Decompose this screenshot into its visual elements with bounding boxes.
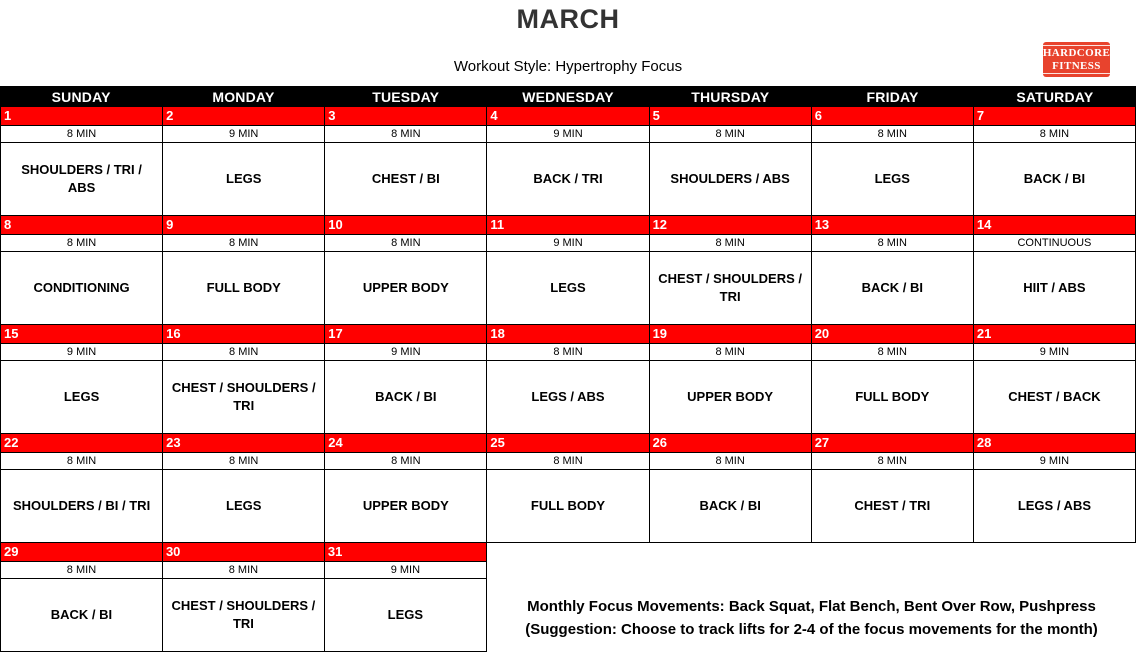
day-duration: 8 MIN [325, 453, 486, 470]
page-title: MARCH [516, 4, 620, 34]
calendar-header-row [0, 86, 1136, 107]
day-cell-13 [812, 216, 973, 324]
day-duration: 9 MIN [974, 344, 1135, 361]
day-header-tuesday: TUESDAY [372, 88, 440, 105]
day-number: 7 [974, 107, 1135, 126]
day-number: 31 [325, 543, 486, 562]
day-header-wednesday: WEDNESDAY [522, 88, 614, 105]
day-workout: BACK / BI [974, 143, 1135, 215]
day-cell-9 [163, 216, 324, 324]
day-duration: 9 MIN [325, 344, 486, 361]
day-duration: 8 MIN [1, 453, 162, 470]
day-duration: 9 MIN [325, 562, 486, 579]
day-cell-27 [812, 434, 973, 542]
day-cell-6 [812, 107, 973, 215]
day-workout: BACK / BI [650, 470, 811, 542]
day-cell-11 [487, 216, 648, 324]
day-number: 15 [1, 325, 162, 344]
day-duration: 9 MIN [487, 126, 648, 143]
day-header-saturday: SATURDAY [1016, 88, 1094, 105]
day-duration: 8 MIN [1, 126, 162, 143]
workout-style-subtitle: Workout Style: Hypertrophy Focus [453, 58, 683, 75]
day-workout: LEGS / ABS [487, 361, 648, 433]
day-number: 21 [974, 325, 1135, 344]
day-duration: 8 MIN [812, 344, 973, 361]
day-number: 1 [1, 107, 162, 126]
day-cell-31 [325, 543, 486, 651]
day-workout: UPPER BODY [325, 470, 486, 542]
day-duration: 9 MIN [974, 453, 1135, 470]
day-cell-14 [974, 216, 1135, 324]
week-row-1 [0, 107, 1136, 216]
day-workout: LEGS [163, 470, 324, 542]
day-duration: 8 MIN [650, 126, 811, 143]
day-duration: 8 MIN [163, 235, 324, 252]
logo-line2: FITNESS [1052, 59, 1101, 72]
day-cell-2 [163, 107, 324, 215]
day-duration: 8 MIN [812, 235, 973, 252]
day-cell-15 [1, 325, 162, 433]
day-duration: 9 MIN [487, 235, 648, 252]
day-duration: 8 MIN [1, 562, 162, 579]
day-number: 8 [1, 216, 162, 235]
day-number: 13 [812, 216, 973, 235]
day-duration: 8 MIN [163, 562, 324, 579]
day-number: 11 [487, 216, 648, 235]
day-number: 23 [163, 434, 324, 453]
day-cell-19 [650, 325, 811, 433]
day-workout: FULL BODY [812, 361, 973, 433]
day-cell-22 [1, 434, 162, 542]
day-cell-10 [325, 216, 486, 324]
day-workout: LEGS [812, 143, 973, 215]
day-number: 29 [1, 543, 162, 562]
day-number: 2 [163, 107, 324, 126]
day-number: 19 [650, 325, 811, 344]
day-duration: 8 MIN [650, 344, 811, 361]
day-number: 16 [163, 325, 324, 344]
day-number: 10 [325, 216, 486, 235]
day-cell-4 [487, 107, 648, 215]
day-workout: SHOULDERS / TRI / ABS [1, 143, 162, 215]
day-cell-21 [974, 325, 1135, 433]
day-cell-25 [487, 434, 648, 542]
day-number: 20 [812, 325, 973, 344]
day-workout: HIIT / ABS [974, 252, 1135, 324]
day-number: 14 [974, 216, 1135, 235]
day-workout: UPPER BODY [650, 361, 811, 433]
day-workout: BACK / TRI [487, 143, 648, 215]
day-duration: 8 MIN [163, 453, 324, 470]
day-workout: FULL BODY [163, 252, 324, 324]
monthly-focus-line2: (Suggestion: Choose to track lifts for 2-4 of the focus movements for the month) [525, 620, 1098, 638]
monthly-focus-line1: Monthly Focus Movements: Back Squat, Flat Bench, Bent Over Row, Pushpress [527, 598, 1096, 615]
day-duration: 9 MIN [1, 344, 162, 361]
logo-text [1039, 45, 1114, 73]
day-number: 22 [1, 434, 162, 453]
hardcore-fitness-logo [1043, 42, 1110, 77]
calendar-weeks [0, 107, 1136, 652]
day-workout: BACK / BI [812, 252, 973, 324]
day-number: 4 [487, 107, 648, 126]
day-header-friday: FRIDAY [866, 88, 919, 105]
week-row-4 [0, 434, 1136, 543]
day-workout: SHOULDERS / BI / TRI [1, 470, 162, 542]
day-number: 5 [650, 107, 811, 126]
day-number: 6 [812, 107, 973, 126]
calendar [0, 86, 1136, 652]
day-duration: 9 MIN [163, 126, 324, 143]
day-workout: LEGS [487, 252, 648, 324]
monthly-focus-note [487, 596, 1136, 641]
day-duration: 8 MIN [325, 126, 486, 143]
day-header-thursday: THURSDAY [691, 88, 770, 105]
day-cell-7 [974, 107, 1135, 215]
day-workout: CHEST / SHOULDERS / TRI [163, 579, 324, 651]
day-workout: CHEST / SHOULDERS / TRI [650, 252, 811, 324]
day-cell-20 [812, 325, 973, 433]
logo-line1: HARDCORE [1042, 47, 1111, 60]
day-duration: 8 MIN [650, 453, 811, 470]
day-workout: BACK / BI [325, 361, 486, 433]
day-number: 3 [325, 107, 486, 126]
day-duration: 8 MIN [812, 126, 973, 143]
day-workout: UPPER BODY [325, 252, 486, 324]
day-number: 18 [487, 325, 648, 344]
day-cell-5 [650, 107, 811, 215]
day-number: 17 [325, 325, 486, 344]
day-duration: 8 MIN [487, 453, 648, 470]
day-number: 27 [812, 434, 973, 453]
day-workout: LEGS [1, 361, 162, 433]
day-number: 9 [163, 216, 324, 235]
week-row-3 [0, 325, 1136, 434]
day-number: 30 [163, 543, 324, 562]
day-workout: CONDITIONING [1, 252, 162, 324]
day-cell-16 [163, 325, 324, 433]
day-cell-28 [974, 434, 1135, 542]
day-cell-17 [325, 325, 486, 433]
day-cell-29 [1, 543, 162, 651]
day-workout: BACK / BI [1, 579, 162, 651]
day-cell-12 [650, 216, 811, 324]
day-number: 28 [974, 434, 1135, 453]
day-workout: FULL BODY [487, 470, 648, 542]
day-number: 12 [650, 216, 811, 235]
day-duration: 8 MIN [650, 235, 811, 252]
day-header-monday: MONDAY [212, 88, 275, 105]
day-number: 26 [650, 434, 811, 453]
day-cell-1 [1, 107, 162, 215]
day-workout: LEGS [325, 579, 486, 651]
day-duration: 8 MIN [163, 344, 324, 361]
day-cell-18 [487, 325, 648, 433]
day-cell-3 [325, 107, 486, 215]
week-row-2 [0, 216, 1136, 325]
day-cell-24 [325, 434, 486, 542]
day-duration: 8 MIN [1, 235, 162, 252]
day-workout: CHEST / BACK [974, 361, 1135, 433]
day-duration: CONTINUOUS [974, 235, 1135, 252]
day-duration: 8 MIN [974, 126, 1135, 143]
day-duration: 8 MIN [812, 453, 973, 470]
day-workout: LEGS [163, 143, 324, 215]
day-header-sunday: SUNDAY [51, 88, 111, 105]
day-workout: SHOULDERS / ABS [650, 143, 811, 215]
day-cell-23 [163, 434, 324, 542]
week-row-5 [0, 543, 487, 652]
day-cell-30 [163, 543, 324, 651]
day-duration: 8 MIN [325, 235, 486, 252]
day-duration: 8 MIN [487, 344, 648, 361]
day-workout: CHEST / SHOULDERS / TRI [163, 361, 324, 433]
day-cell-8 [1, 216, 162, 324]
day-workout: CHEST / BI [325, 143, 486, 215]
day-number: 25 [487, 434, 648, 453]
day-workout: LEGS / ABS [974, 470, 1135, 542]
day-number: 24 [325, 434, 486, 453]
day-workout: CHEST / TRI [812, 470, 973, 542]
day-cell-26 [650, 434, 811, 542]
